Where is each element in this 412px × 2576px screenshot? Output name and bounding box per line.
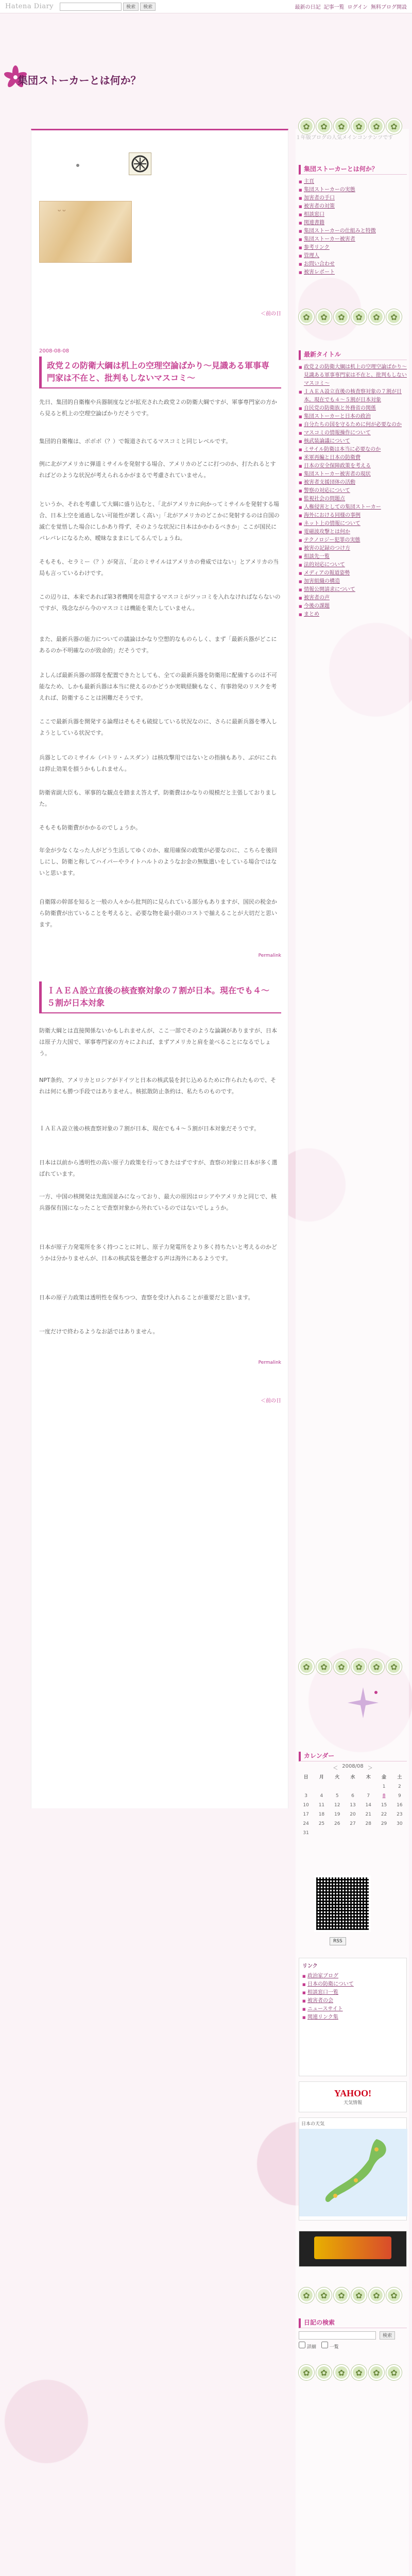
search-option-list[interactable] [321,2342,339,2350]
calendar-widget [299,1752,407,1837]
calendar-day [314,1829,329,1837]
recent-title-link[interactable]: 情報公開請求について [304,587,355,592]
flower-icon: ✿ [369,2365,384,2380]
recent-title-link[interactable]: テクノロジー犯罪の実態 [304,537,360,543]
post1-title[interactable]: 政党２の防衛大綱は机上の空理空論ばかり～見識ある軍事専門家は不在と、批判もしないマスコミ～ [39,357,281,388]
calendar-weekday: 火 [335,1775,340,1780]
recent-title-link[interactable]: 集団ストーカー被害者の現状 [304,471,371,477]
links-box-item[interactable] [302,1972,403,1980]
yahoo-sub: 天気情報 [343,2100,362,2106]
recent-title-item[interactable] [299,528,407,536]
recent-title-link[interactable]: 人権侵害としての集団ストーカー [304,504,381,510]
top-link-signup[interactable]: 無料ブログ開設 [371,5,407,10]
post2-para-8: 一度だけで終わるようなお話ではありません。 [39,1328,159,1335]
post1-para-7: また、最新兵器の能力についての議論はかなり空想的なものらしく、まず「最新兵器がどこにあるのか不明確なのが致命的」だそうです。 [39,636,277,654]
sidebar-link-item[interactable] [299,186,407,194]
sidebar-link-link[interactable]: 参考リンク [304,245,330,250]
sidebar-link-item[interactable] [299,252,407,260]
recent-title-link[interactable]: 自民党の防衛族と外務省の関係 [304,405,376,411]
flower-icon: ✿ [334,1659,349,1674]
recent-title-item[interactable] [299,495,407,503]
links-box-list [302,1972,403,2022]
blog-header [0,57,288,93]
prev-day-link-bottom[interactable]: ＜前の日 [261,1398,281,1404]
recent-title-item[interactable] [299,520,407,528]
recent-title-item[interactable] [299,404,407,413]
diary-search-input[interactable] [299,2331,376,2340]
recent-title-item[interactable] [299,569,407,578]
links-box-link[interactable]: 日本の防衛について [307,1981,354,1987]
post1-para-4: というか、それを考慮して大綱に盛り込むと、「北がアメリカに向かってミサイルを発射する場合、日本上空を通過しない可能性が著しく高い」「北がアメリカのどこかに発射するのは自国の滅亡を覚悟した場合にしかあり得ず、そのような状況に日本はかかわるべきか」ここが国民にバレバレになるため、曖昧なままにしてるんでしょうね。 [39,501,280,541]
top-links [295,3,407,10]
recent-title-link[interactable]: 日本の安全保障政策を考える [304,463,371,469]
flower-icon: ✿ [334,2287,349,2303]
calendar-day: 11 [318,1803,325,1808]
links-box-link[interactable]: 政治家ブログ [307,1973,338,1979]
recent-title-item[interactable] [299,363,407,388]
checker-pattern-image [129,152,151,175]
sidebar-flower-row-1 [299,118,407,136]
recent-title-item[interactable] [299,388,407,404]
flower-icon: ✿ [369,1659,384,1674]
calendar-day: 29 [381,1821,387,1826]
sidebar-link-link[interactable]: 相談窓口 [304,212,324,217]
flower-icon: ✿ [316,309,332,325]
recent-title-item[interactable] [299,462,407,470]
flower-icon: ✿ [316,1659,332,1674]
recent-title-item[interactable] [299,437,407,446]
prev-day-link-top[interactable]: ＜前の日 [261,311,281,317]
weather-map-box[interactable] [299,2117,407,2221]
sparkle-decoration-icon [340,1685,386,1721]
search-option-detail-checkbox[interactable] [299,2342,305,2348]
calendar-next-month[interactable]: ＞ [367,1766,373,1771]
calendar-month: 2008/08 [342,1764,364,1769]
post2-para-3: ＩＡＥＡ設立後の核査察対象の７割が日本、現在でも４～５割が日本対象だそうです。 [39,1125,260,1132]
calendar-weekday: 土 [397,1775,402,1780]
flower-icon: ✿ [386,2365,402,2380]
recent-title-link[interactable]: 自分たちの国を守るために何が必要なのか [304,422,402,428]
sidebar-link-link[interactable]: 関連書籍 [304,220,324,226]
recent-title-item[interactable] [299,479,407,487]
photo-caption-mark: ᴗ ᴗ [58,207,66,213]
wood-photo [39,201,132,263]
banner-ad[interactable] [299,2231,407,2267]
flower-icon: ✿ [386,309,402,325]
links-box-link[interactable]: 被害者の会 [307,1998,333,2004]
calendar-grid [299,1773,407,1837]
links-box-item[interactable] [302,2013,403,2022]
blog-title[interactable]: 集団ストーカーとは何か？ [18,74,141,87]
calendar-day: 20 [350,1812,356,1817]
calendar-day: 5 [335,1793,339,1799]
calendar-day: 4 [320,1793,323,1799]
top-link-latest[interactable]: 最新の日記 [295,5,321,10]
calendar-day: 16 [397,1803,403,1808]
flower-icon: ✿ [351,2287,367,2303]
post2-para-4: 日本は以前から透明性の高い原子力政策を行ってきたはずですが、査察の対象に日本が多く選ばれています。 [39,1159,278,1177]
calendar-day [314,1783,329,1791]
diary-search-title: 日記の検索 [299,2318,407,2328]
post1-para-3: 例に北がアメリカに弾道ミサイルを発射する場合、アメリカのどこに打つのか、打たれるとすればどのような状況が考えられるかがまるで考慮されていません。 [39,461,276,479]
recent-title-item[interactable] [299,512,407,520]
calendar-weekday: 月 [319,1775,324,1780]
calendar-day: 25 [318,1821,325,1826]
flower-icon: ✿ [369,118,384,134]
sidebar-link-link[interactable]: お問い合わせ [304,261,335,267]
sidebar-flower-row-2 [299,309,407,327]
calendar-weekday: 金 [382,1775,387,1780]
sidebar-link-item[interactable] [299,211,407,219]
top-link-login[interactable]: ログイン [347,5,368,10]
top-link-list[interactable]: 記事一覧 [323,5,345,10]
links-box [299,1958,407,2076]
calendar-day: 18 [318,1812,325,1817]
recent-title-item[interactable] [299,503,407,512]
sidebar-recent-title: 最新タイトル [299,350,407,360]
links-box-link[interactable]: 相談窓口一覧 [307,1990,338,1995]
recent-title-item[interactable] [299,594,407,602]
recent-title-link[interactable]: 核武装論議について [304,438,350,444]
recent-title-item[interactable] [299,611,407,619]
calendar-prev-month[interactable]: ＜ [333,1766,338,1771]
links-box-link[interactable]: 関連リンク集 [307,2014,338,2020]
sidebar-link-item[interactable] [299,244,407,252]
calendar-day: 17 [303,1812,309,1817]
post1-para-14: 自衛隊の幹部を知ると一般の人々から批判的に見られている部分もありますが、国民の税金から防衛費が出ていることを考えると、必要な物を最小限のコストで揃えることが大切だと思います。 [39,899,277,928]
calendar-day: 30 [397,1821,403,1826]
calendar-weekday: 木 [366,1775,371,1780]
flower-icon: ✿ [334,2365,349,2380]
diary-search-widget [299,2318,407,2350]
sidebar-link-link[interactable]: 主頁 [304,179,314,184]
sidebar-links-widget [299,165,407,277]
sidebar-link-item[interactable] [299,202,407,211]
post2-title[interactable]: ＩＡＥＡ設立直後の核査察対象の７割が日本。現在でも４～５割が日本対象 [39,981,281,1013]
flower-icon: ✿ [299,1659,314,1674]
calendar-day: 26 [334,1821,340,1826]
sidebar-link-link[interactable]: 集団ストーカー被害者 [304,236,355,242]
post1-para-10: 兵器としてのミサイル（パトリ・ムスダン）は核攻撃用ではないとの指摘もあり、ぶがにこれは抑止効果を損うかもしれません。 [39,754,277,772]
links-box-item[interactable] [302,1997,403,2005]
calendar-day [330,1783,345,1791]
flower-icon: ✿ [351,118,367,134]
top-search-button[interactable]: 検索 [123,3,139,11]
calendar-day: 27 [350,1821,356,1826]
sidebar-flower-row-3 [299,1659,407,1676]
calendar-day: 13 [350,1803,356,1808]
calendar-day: 3 [304,1793,307,1799]
yahoo-logo: YAHOO! [334,2088,372,2098]
recent-title-item[interactable] [299,553,407,561]
sidebar-link-link[interactable]: 被害者の対策 [304,204,335,209]
post1-permalink[interactable]: Permalink [258,953,281,958]
post1-para-5: そもそも、セラミー（？）が発言、「北のミサイルはアメリカの脅威ではない」とアメリカの当局も言っているわけです。 [39,558,279,577]
sidebar-recent-widget [299,350,407,619]
recent-title-link[interactable]: 被害者の声 [304,595,330,601]
recent-title-item[interactable] [299,446,407,454]
calendar-day: 10 [303,1803,309,1808]
links-box-item[interactable] [302,1980,403,1989]
calendar-day: 21 [365,1812,371,1817]
banner-image [314,2236,391,2259]
search-option-list-label: 一覧 [329,2345,339,2350]
weather-map-label: 日本の天気 [301,2122,325,2127]
calendar-weekday: 水 [350,1775,355,1780]
recent-title-link[interactable]: 被害の記録のつけ方 [304,546,350,551]
post1-para-6: この辺りは、本来であれば第3者機関を用意するマスコミがツッコミを入れなければならないのですが、残念ながら今のマスコミは機能を果たしていません。 [39,594,281,612]
sidebar-link-link[interactable]: 集団ストーカーの実態 [304,187,355,193]
links-box-item[interactable] [302,2005,403,2013]
calendar-day: 12 [334,1803,340,1808]
calendar-day [299,1783,313,1791]
flower-icon: ✿ [351,309,367,325]
japan-map-icon [299,2129,407,2216]
calendar-day [346,1783,360,1791]
calendar-day: 28 [365,1821,371,1826]
recent-title-link[interactable]: 監視社会の問題点 [304,496,345,502]
recent-title-link[interactable]: 相談先一覧 [304,554,330,560]
rss-button[interactable]: RSS [330,1937,346,1945]
top-search-input[interactable] [60,3,122,11]
post2-para-2: NPT条約、アメリカとロシアがドイツと日本の核武装を封じ込めるために作られたもので、それは何にも勝つ手段ではありません。核拡散防止条約は、私たちのものです。 [39,1077,277,1095]
flower-icon: ✿ [386,118,402,134]
top-go-button[interactable]: 検索 [140,3,156,11]
knot-pattern-icon [131,155,149,173]
dot-image [76,164,79,167]
calendar-day: 15 [381,1803,387,1808]
flower-icon: ✿ [316,2365,332,2380]
calendar-title: カレンダー [299,1752,407,1761]
flower-icon: ✿ [369,309,384,325]
calendar-day: 6 [351,1793,354,1799]
recent-title-link[interactable]: まとめ [304,612,319,617]
post1-para-12: そもそも防衛費がかかるのでしょうか。 [39,824,141,831]
sidebar-recent-list [299,363,407,619]
recent-title-link[interactable]: 被害者支援団体の活動 [304,480,355,485]
recent-title-link[interactable]: マスコミの情報操作について [304,430,371,436]
recent-title-link[interactable]: ネット上の情報について [304,521,360,527]
recent-title-link[interactable]: 今後の課題 [304,603,330,609]
post2-para-5: 一方、中国の核開発は先進国並みになっており、最大の原因はロシアやアメリカと同じで、核兵器保有国になったことで査察対象から外れているのではないでしょうか。 [39,1193,277,1211]
recent-title-item[interactable] [299,470,407,479]
recent-title-link[interactable]: ミサイル防衛は本当に必要なのか [304,447,381,452]
calendar-day: 31 [303,1831,309,1836]
post2-permalink[interactable]: Permalink [258,1360,281,1365]
flower-icon: ✿ [351,1659,367,1674]
sidebar-link-item[interactable] [299,260,407,268]
post1-para-11: 防衛省副大臣も、軍事的な観点を踏まえ答えず、防衛費はかなりの規模だと主張しておりました。 [39,789,277,807]
flower-icon: ✿ [299,2365,314,2380]
recent-title-item[interactable] [299,429,407,437]
post1-para-2: 集団的自衛権は、ボボボ（？）で報道されてるマスコミと同じレベルです。 [39,438,232,445]
calendar-day: 14 [365,1803,371,1808]
recent-title-link[interactable]: 政党２の防衛大綱は机上の空理空論ばかり～見識ある軍事専門家は不在と、批判もしないマスコミ～ [304,364,407,386]
sidebar-flower-row-4 [299,2287,407,2305]
flower-icon: ✿ [386,1659,402,1674]
post1-para-8: よしんば最新兵器の部隊を配置できたとしても、全ての最新兵器を防衛用に配備するのは不可能なため、しかも最新兵器は本当に使えるのかどうか実戦経験もなく、有事勃発のリスクを考えれば、防衛することは困難だそうです。 [39,672,277,701]
search-option-list-checkbox[interactable] [321,2342,328,2348]
recent-title-link[interactable]: 加害組織の構造 [304,579,340,584]
recent-title-item[interactable] [299,578,407,586]
sidebar-link-link[interactable]: 被害レポート [304,269,335,275]
flower-icon: ✿ [299,309,314,325]
flower-icon: ✿ [316,118,332,134]
flower-icon: ✿ [351,2365,367,2380]
flower-icon: ✿ [299,118,314,134]
hatena-logo[interactable]: Hatena Diary [5,3,54,10]
recent-title-item[interactable] [299,536,407,545]
diary-search-button[interactable]: 検索 [380,2331,395,2340]
recent-title-link[interactable]: 警察の対応について [304,488,350,494]
post2-para-6: 日本が原子力発電所を多く持つことに対し、原子力発電所をより多く持ちたいと考えるのかどうかは分かりませんが、日本の核武装を懸念する声は海外にあるようです。 [39,1244,277,1262]
calendar-day: 1 [382,1784,386,1789]
flower-icon: ✿ [316,2287,332,2303]
sidebar-link-item[interactable] [299,178,407,186]
calendar-day: 24 [303,1821,309,1826]
search-option-detail[interactable] [299,2342,316,2350]
yahoo-weather-box[interactable] [299,2081,407,2112]
sidebar-link-item[interactable] [299,268,407,277]
calendar-day: 23 [397,1812,403,1817]
sidebar-link-link[interactable]: 加害者の手口 [304,195,335,201]
links-box-title: リンク [302,1963,318,1969]
post1-para-9: ここで最新兵器を開発する論理はそもそも破綻している状況なのに、さらに最新兵器を導入しようとしている状況です。 [39,718,277,736]
post1-date: 2008-08-08 [39,348,70,354]
post2-para-1: 防衛大綱とは直接関係ないかもしれませんが、ここ一部でそのような論調がありますが、日本は原子力大国で、軍事専門家の方々によれば、まずアメリカと肩を並べることになるでしょう。 [39,1027,277,1057]
sidebar-link-item[interactable] [299,194,407,202]
post1-para-1: 先日、集団的自衛権や兵器制度などが拡充された政党２の防衛大綱ですが、軍事専門家の方から見ると机上の空理空論ばかりだそうです。 [39,399,277,417]
sidebar-links-list [299,178,407,277]
recent-title-item[interactable] [299,413,407,421]
recent-title-item[interactable] [299,545,407,553]
post2-para-7: 日本の原子力政策は透明性を保ちつつ、査察を受け入れることが重要だと思います。 [39,1294,254,1301]
flower-icon: ✿ [386,2287,402,2303]
calendar-day: 22 [381,1812,387,1817]
sidebar-link-item[interactable] [299,219,407,227]
recent-title-item[interactable] [299,586,407,594]
links-box-item[interactable] [302,1989,403,1997]
calendar-day [361,1783,375,1791]
search-option-detail-label: 詳細 [306,2345,316,2350]
calendar-day: 9 [398,1793,401,1799]
calendar-day[interactable]: 8 [382,1793,386,1799]
flower-icon: ✿ [299,2287,314,2303]
topbar [0,0,412,13]
sidebar-link-link[interactable]: 管理人 [304,253,319,259]
sidebar-link-link[interactable]: 集団ストーカーの仕組みと特徴 [304,228,376,234]
sidebar-links-title: 集団ストーカーとは何か？ [299,165,407,175]
recent-title-link[interactable]: 米軍再編と日本の防衛費 [304,455,360,461]
recent-title-link[interactable]: 法的対応について [304,562,345,568]
links-box-link[interactable]: ニュースサイト [307,2006,343,2012]
recent-title-link[interactable]: 集団ストーカーと日本の政治 [304,414,371,419]
calendar-day: 2 [398,1784,401,1789]
calendar-day: 7 [367,1793,370,1799]
calendar-weekday: 日 [303,1775,308,1780]
sidebar-flower-row-5 [299,2365,407,2382]
flower-icon: ✿ [369,2287,384,2303]
qr-code-image [314,1875,371,1932]
recent-title-item[interactable] [299,602,407,611]
recent-title-link[interactable]: メディアの報道姿勢 [304,570,350,576]
recent-title-link[interactable]: 海外における同様の事例 [304,513,360,518]
recent-title-item[interactable] [299,561,407,569]
flower-icon: ✿ [334,309,349,325]
recent-title-link[interactable]: 電磁波攻撃とは何か [304,529,350,535]
calendar-day: 19 [334,1812,340,1817]
recent-title-item[interactable] [299,454,407,462]
flower-icon: ✿ [334,118,349,134]
recent-title-link[interactable]: ＩＡＥＡ設立直後の核査察対象の７割が日本。現在でも４～５割が日本対象 [304,389,402,403]
recent-title-item[interactable] [299,421,407,429]
sidebar-link-item[interactable] [299,235,407,244]
sidebar-link-item[interactable] [299,227,407,235]
post1-para-13: 年金が少なくなった人がどう生活してゆくのか、雇用確保の政策が必要なのに、こちらを後回しにし、防衛と称してハイパーやライトハルトのようなお金の無駄遣いをしている場合ではないと思います。 [39,847,277,876]
recent-title-item[interactable] [299,487,407,495]
